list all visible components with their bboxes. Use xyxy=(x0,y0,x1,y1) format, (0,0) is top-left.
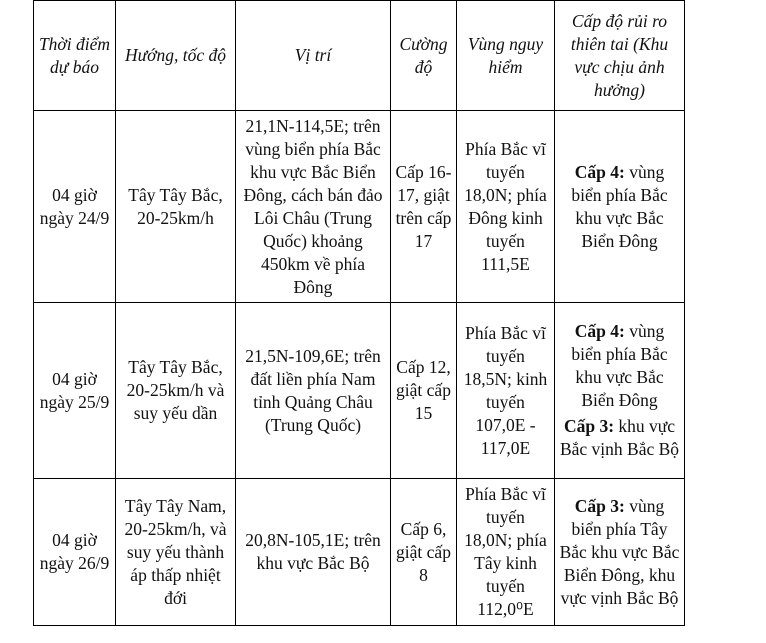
risk-level-label: Cấp 3: xyxy=(563,416,615,436)
cell-direction-speed: Tây Tây Bắc, 20-25km/h xyxy=(116,111,236,303)
cell-direction-speed: Tây Tây Bắc, 20-25km/h và suy yếu dần xyxy=(116,303,236,479)
cell-danger-zone: Phía Bắc vĩ tuyến 18,5N; kinh tuyến 107,0E - 117,0E xyxy=(457,303,555,479)
cell-danger-zone: Phía Bắc vĩ tuyến 18,0N; phía Đông kinh tuyến 111,5E xyxy=(457,111,555,303)
forecast-table xyxy=(33,0,685,626)
risk-entry xyxy=(559,495,680,610)
cell-position: 21,5N-109,6E; trên đất liền phía Nam tỉnh Quảng Châu (Trung Quốc) xyxy=(236,303,391,479)
risk-area-text: vùng biển phía Bắc khu vực Bắc Biển Đông xyxy=(571,161,668,251)
risk-entry xyxy=(559,320,680,412)
table-row xyxy=(34,479,685,626)
cell-time: 04 giờ ngày 26/9 xyxy=(34,479,116,626)
risk-level-label: Cấp 3: xyxy=(574,495,625,516)
risk-area-text: vùng biển phía Tây Bắc khu vực Bắc Biển Đông, khu vực vịnh Bắc Bộ xyxy=(559,495,680,608)
cell-intensity: Cấp 16-17, giật trên cấp 17 xyxy=(391,111,457,303)
cell-intensity: Cấp 6, giật cấp 8 xyxy=(391,479,457,626)
cell-time: 04 giờ ngày 24/9 xyxy=(34,111,116,303)
risk-area-text: vùng biển phía Bắc khu vực Bắc Biển Đông xyxy=(571,321,668,410)
cell-risk-level xyxy=(555,479,685,626)
risk-entry xyxy=(559,415,680,461)
table-row xyxy=(34,111,685,303)
risk-level-label: Cấp 4: xyxy=(574,321,625,341)
cell-position: 21,1N-114,5E; trên vùng biển phía Bắc khu vực Bắc Biển Đông, cách bán đảo Lôi Châu (Trung Quốc) khoảng 450km về phía Đông xyxy=(236,111,391,303)
header-intensity: Cường độ xyxy=(391,1,457,111)
cell-danger-zone: Phía Bắc vĩ tuyến 18,0N; phía Tây kinh tuyến 112,0⁰E xyxy=(457,479,555,626)
cell-time: 04 giờ ngày 25/9 xyxy=(34,303,116,479)
header-time: Thời điểm dự báo xyxy=(34,1,116,111)
header-direction-speed: Hướng, tốc độ xyxy=(116,1,236,111)
risk-entry xyxy=(559,161,680,253)
table-row xyxy=(34,303,685,479)
cell-risk-level xyxy=(555,111,685,303)
cell-risk-level xyxy=(555,303,685,479)
cell-direction-speed: Tây Tây Nam, 20-25km/h, và suy yếu thành áp thấp nhiệt đới xyxy=(116,479,236,626)
header-position: Vị trí xyxy=(236,1,391,111)
header-danger-zone: Vùng nguy hiểm xyxy=(457,1,555,111)
cell-intensity: Cấp 12, giật cấp 15 xyxy=(391,303,457,479)
table-header-row xyxy=(34,1,685,111)
header-risk-level: Cấp độ rủi ro thiên tai (Khu vực chịu ảnh hưởng) xyxy=(555,1,685,111)
risk-area-text: khu vực Bắc vịnh Bắc Bộ xyxy=(559,416,680,459)
risk-level-label: Cấp 4: xyxy=(574,161,625,182)
cell-position: 20,8N-105,1E; trên khu vực Bắc Bộ xyxy=(236,479,391,626)
